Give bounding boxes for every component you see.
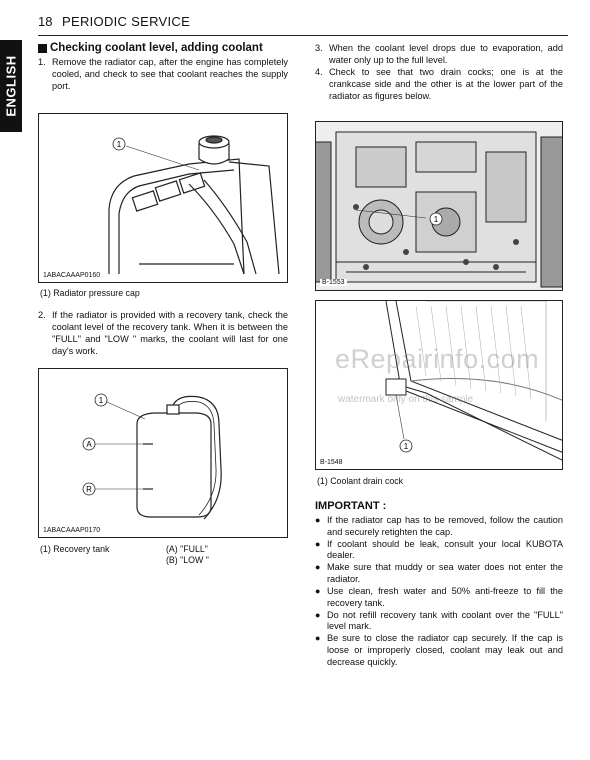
important-bullet [315, 610, 563, 633]
callout-1: 1 [98, 396, 104, 405]
square-bullet-icon [38, 44, 47, 53]
page-number: 18 [38, 14, 53, 29]
important-bullet [315, 515, 563, 538]
important-bullet [315, 586, 563, 609]
section-heading [38, 42, 288, 54]
recovery-tank-illustration [39, 369, 288, 538]
bullet-text: If coolant should be leak, consult your local KUBOTA dealer. [327, 538, 563, 561]
bullet-text: Be sure to close the radiator cap securely. If the cap is loose or improperly closed, coolant may leak out and decrease quickly. [327, 633, 563, 667]
radiator-drain-illustration [316, 301, 563, 470]
caption-low: (B) "LOW " [166, 555, 209, 565]
radiator-cap-illustration [39, 114, 288, 283]
bullet-dot-icon: ● [315, 633, 321, 644]
step-number: 1. [38, 57, 46, 67]
language-tab-label: ENGLISH [3, 55, 19, 117]
callout-1: 1 [116, 140, 122, 149]
step-2 [38, 309, 288, 357]
figure-code: 1ABACAAAP0160 [43, 272, 101, 279]
important-bullet [315, 633, 563, 668]
step-text: If the radiator is provided with a recovery tank, check the coolant level of the recovery tank. When it is between the "FULL" and "LOW " marks, the coolant will last for one day's work. [52, 310, 288, 356]
figure-code: B-1548 [320, 459, 343, 466]
important-bullet [315, 562, 563, 585]
callout-1: 1 [433, 215, 439, 224]
bullet-text: Make sure that muddy or sea water does not enter the radiator. [327, 562, 563, 584]
bullet-dot-icon: ● [315, 609, 321, 620]
right-column [315, 42, 563, 102]
step-4 [315, 66, 563, 102]
callout-1: 1 [403, 442, 409, 451]
figure-code: B-1553 [322, 279, 345, 286]
bullet-text: Use clean, fresh water and 50% anti-freeze to fill the recovery tank. [327, 586, 563, 608]
bullet-dot-icon: ● [315, 515, 321, 525]
page-title: PERIODIC SERVICE [62, 14, 191, 29]
section-heading-text: Checking coolant level, adding coolant [50, 42, 263, 54]
language-tab [0, 40, 22, 132]
figure-recovery-tank [38, 368, 288, 538]
step-1 [38, 56, 288, 92]
bullet-dot-icon: ● [315, 562, 321, 573]
important-title: IMPORTANT : [315, 500, 387, 512]
step-3 [315, 42, 563, 66]
caption-recovery-tank: (1) Recovery tank [40, 544, 110, 554]
bullet-dot-icon: ● [315, 586, 321, 597]
important-block [315, 500, 563, 669]
bullet-text: Do not refill recovery tank with coolant over the "FULL" level mark. [327, 609, 563, 632]
step-text: Remove the radiator cap, after the engine has completely cooled, and check to see that coolant reaches the supply port. [52, 57, 288, 91]
left-column [38, 42, 288, 92]
figure-engine-drain [315, 121, 563, 291]
step-number: 2. [38, 310, 46, 320]
step-number: 4. [315, 67, 323, 77]
important-bullet [315, 539, 563, 562]
watermark-sub: watermark only on this sample [338, 394, 474, 405]
figure-radiator-cap [38, 113, 288, 283]
watermark-main: eRepairinfo.com [335, 344, 540, 374]
figure-radiator-drain [315, 300, 563, 470]
callout-b: R [86, 485, 92, 494]
step-text: Check to see that two drain cocks; one is at the crankcase side and the other is at the lower part of the radiator as figures below. [329, 67, 563, 101]
bullet-dot-icon: ● [315, 538, 321, 549]
caption-drain-cock: (1) Coolant drain cock [317, 476, 404, 486]
caption-full: (A) "FULL" [166, 544, 208, 554]
step-text: When the coolant level drops due to evaporation, add water only up to the full level. [329, 43, 563, 65]
page-header [38, 12, 568, 36]
bullet-text: If the radiator cap has to be removed, follow the caution and securely retighten the cap. [327, 515, 563, 537]
caption-radiator-cap: (1) Radiator pressure cap [40, 288, 140, 298]
engine-drain-illustration [316, 122, 563, 291]
figure-code: 1ABACAAAP0170 [43, 527, 101, 534]
step-number: 3. [315, 43, 323, 53]
callout-a: A [86, 440, 92, 449]
